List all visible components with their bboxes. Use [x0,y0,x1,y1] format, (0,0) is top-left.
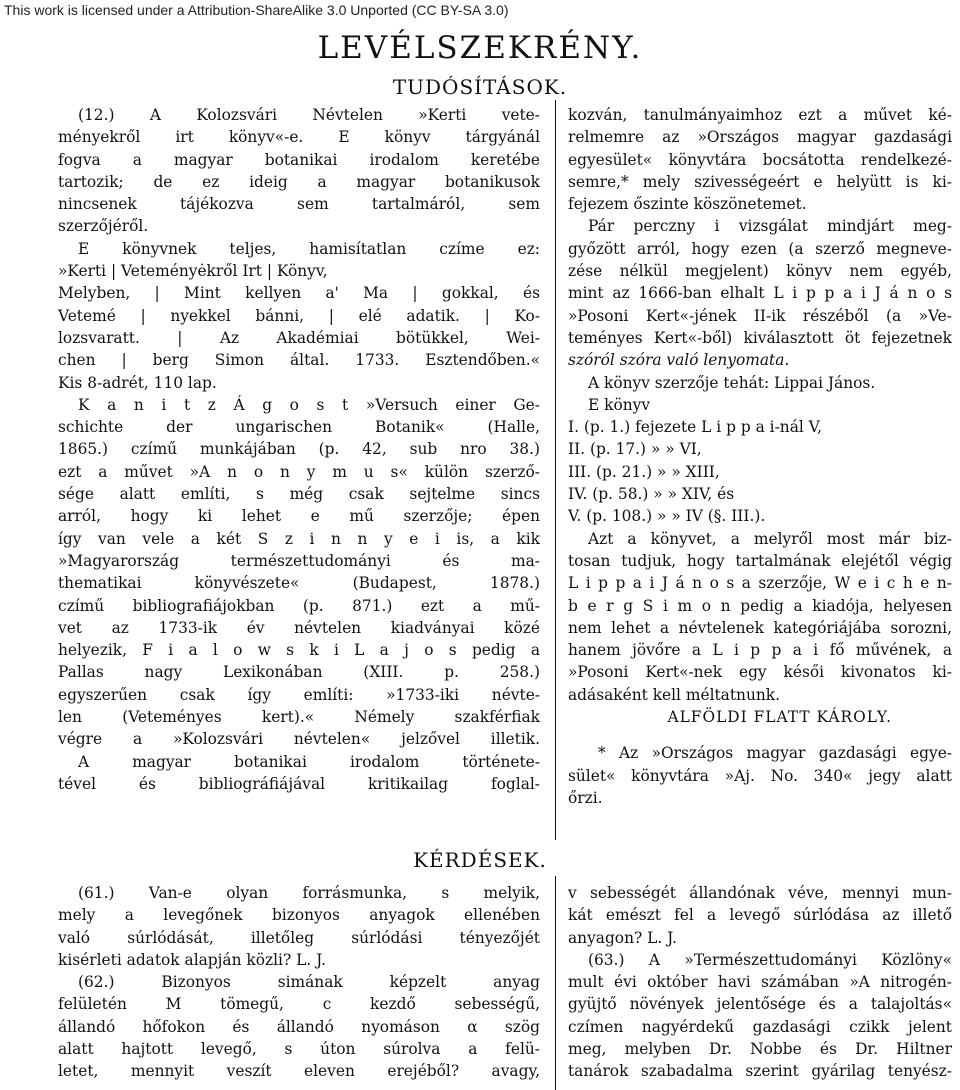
article-line: szóról szóra való lenyomata. [568,351,790,370]
article-line: nincsenek tájékozva sem tartalmáról, sem [58,195,540,214]
question-line: mely a levegőnek bizonyos anyagok ellenében [58,906,540,925]
article-line: egyesület« könyvtára bocsátotta rendelkezé- [568,150,952,169]
question-line: való súrlódását, illetőleg súrlódási tényezőjét [58,928,540,947]
article-line: (12.) A Kolozsvári Névtelen »Kerti vete- [78,106,540,124]
article-line: nem lehet a névtelenek kategóriájába sorozni, [568,618,952,637]
article-line: »Kerti | Veteményėkről Irt | Könyv, [58,262,328,281]
article-line: 1865.) czímű munkájában (p. 42, sub nro 38.) [58,440,540,459]
article-line: thematikai könyvészete« (Budapest, 1878.) [58,574,540,593]
article-line: ményekről irt könyv«-e. E könyv tárgyánál [58,128,540,147]
article-line: relmemre az »Országos magyar gazdasági [568,128,952,147]
question-line: letet, mennyit veszít eleven erejéből? avagy, [58,1062,540,1081]
article-line: mint az 1666-ban elhalt L i p p a i J á n o s [568,284,952,303]
article-line: végre a »Kolozsvári névtelen« jelzővel illetik. [58,730,540,749]
article-line: győzött arról, hogy ezen (a szerző megneve- [568,239,952,258]
article-line: szerzőjéről. [58,217,149,236]
question-line: tanárok szabadalma szerint gyárilag tenyész- [568,1062,952,1081]
article-line: A magyar botanikai irodalom története- [78,752,540,771]
article-line: adásaként kell méltatnunk. [568,685,780,704]
question-line: gyüjtő növények jelentősége és a talajoltás« [568,995,952,1014]
article-line: K a n i t z Á g o s t »Versuch einer Ge- [78,395,540,414]
article-line: III. (p. 21.) » » XIII, [568,462,720,481]
question-line: alatt hajtott levegő, s úton súrolva a felü- [58,1040,540,1059]
article-line: »Posoni Kert«-nek egy késői kivonatos ki- [568,663,952,682]
questions-left-column [58,882,540,1083]
article-line: zése nélkül megjelent) könyv nem egyéb, [568,262,952,281]
question-line: anyagon? L. J. [568,928,678,947]
question-line: (63.) A »Természettudományi Közlöny« [588,950,952,969]
article-line: E könyvnek teljes, hamisítatlan czíme ez: [78,239,540,258]
article-line: fejezem őszinte köszönetemet. [568,195,807,214]
question-line: felületén M tömegű, c kezdő sebességű, [58,995,540,1014]
article-line: Vetemé | nyekkel bánni, | elé adatik. | Ko- [58,306,540,325]
article-line: vet az 1733-ik év névtelen kiadványai közé [58,618,540,637]
article-line: semre,* mely szivességeért e helyütt is ki- [568,172,952,191]
article-line: »Magyarország természettudományi és ma- [58,551,540,570]
license-notice: This work is licensed under a Attribution-ShareAlike 3.0 Unported (CC BY-SA 3.0) [4,2,509,18]
question-line: czímen nagyérdekű gazdasági czikk jelent [568,1017,952,1036]
article-line: »Posoni Kert«-jének II-ik részéből (a »Ve- [568,306,952,325]
article-line: ezt a művet »A n o n y m u s« külön szerző- [58,462,540,481]
article-line: kozván, tanulmányaimhoz ezt a művet ké- [568,106,952,124]
article-line: egyszerűen csak így említi: »1733-iki névte- [58,685,540,704]
article-line: Pár perczny i vizsgálat mindjárt meg- [588,217,952,236]
article-line: Pallas nagy Lexikonában (XIII. p. 258.) [58,663,540,682]
article-line: hanem jövőre a L i p p a i fő művének, a [568,641,952,660]
article-line: Kis 8-adrét, 110 lap. [58,373,217,392]
article-line: czímű bibliografiájokban (p. 871.) ezt a mű- [58,596,540,615]
article-line: chen | berg Simon által. 1733. Esztendőben.« [58,351,540,370]
article-line: tével és bibliográfiájával kritikailag foglal- [58,774,540,793]
footnote-line: sület« könyvtára »Aj. No. 340« jegy alatt [568,766,952,785]
questions-right-column [568,882,952,1083]
article-line: II. (p. 17.) » » VI, [568,440,702,459]
article-line: b e r g S i m o n pedig a kiadója, helyesen [568,596,952,615]
column-divider-bottom [555,876,556,1090]
question-line: kisérleti adatok alapján közli? L. J. [58,950,326,969]
article-line: Azt a könyvet, a melyről most már biz- [588,529,952,548]
article-line: lozsvaratt. | Az Akadémiai bötükkel, Wei- [58,328,540,347]
question-line: v sebességét állandónak véve, mennyi mun- [568,884,952,902]
article-line: schichte der ungarischen Botanik« (Halle, [58,418,540,437]
footnote-line: * Az »Országos magyar gazdasági egye- [598,744,952,763]
column-divider-top [555,100,556,840]
question-line: mult évi október havi számában »A nitrogén- [568,973,952,992]
question-line: (62.) Bizonyos simának képzelt anyag [78,973,540,992]
article-line: L i p p a i J á n o s a szerzője, W e i c h e n- [568,574,952,593]
article-line: IV. (p. 58.) » » XIV, és [568,485,735,504]
article-line: Melyben, | Mint kellyen a' Ma | gokkal, és [58,284,540,303]
article-line: teményes Kert«-ből) kiválasztott öt fejezetnek [568,328,952,347]
question-line: (61.) Van-e olyan forrásmunka, s melyik, [78,884,540,902]
subsection-title: TUDÓSÍTÁSOK. [392,75,568,99]
article-spacer [568,728,952,742]
article-line: E könyv [588,395,651,414]
question-line: kát emészt fel a levegő súrlódása az illető [568,906,952,925]
article-line: A könyv szerzője tehát: Lippai János. [588,373,876,392]
question-line: meg, melyben Dr. Nobbe és Dr. Hiltner [568,1040,952,1059]
article-line: tartozik; de ez ideig a magyar botanikusok [58,172,540,191]
article-line: így van vele a két S z i n n y e i is, a kik [58,529,540,548]
article-line: fogva a magyar botanikai irodalom keretébe [58,150,540,169]
article-line: tosan tudjuk, hogy tartalmának elejétől végig [568,551,952,570]
article-left-column [58,104,540,795]
article-line: arról, hogy ki lehet e mű szerzője; épen [58,507,540,526]
author-signature: ALFÖLDI FLATT KÁROLY. [667,708,892,727]
article-right-column [568,104,952,809]
footnote-line: őrzi. [568,788,603,807]
article-line: helyezik, F i a l o w s k i L a j o s pedig a [58,641,540,660]
article-line: len (Veteményes kert).« Némely szakférfiak [58,708,540,727]
section-title: LEVÉLSZEKRÉNY. [317,30,643,66]
article-line: sége alatt említi, s még csak sejtelme sincs [58,485,540,504]
article-line: V. (p. 108.) » » IV (§. III.). [568,507,766,526]
questions-title: KÉRDÉSEK. [413,848,547,872]
question-line: állandó hőfokon és állandó nyomáson α szög [58,1017,540,1036]
article-line: I. (p. 1.) fejezete L i p p a i-nál V, [568,418,822,437]
